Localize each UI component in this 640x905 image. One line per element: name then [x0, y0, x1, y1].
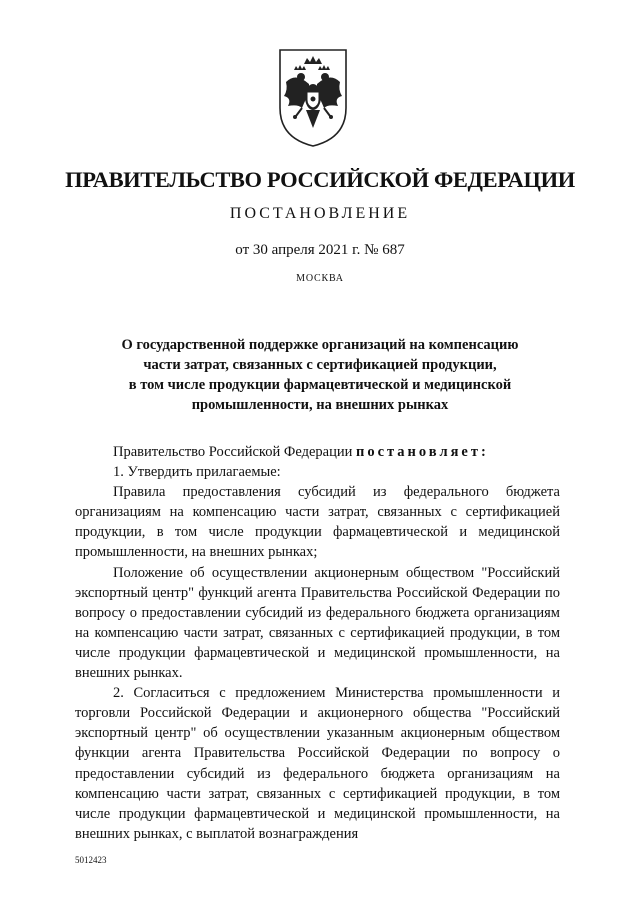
- document-heading: [60, 335, 580, 415]
- heading-line: части затрат, связанных с сертификацией продукции,: [143, 357, 497, 373]
- document-city: МОСКВА: [296, 273, 344, 284]
- intro-paragraph: [75, 442, 560, 462]
- government-title: ПРАВИТЕЛЬСТВО РОССИЙСКОЙ ФЕДЕРАЦИИ: [65, 167, 575, 192]
- regulation-paragraph: Положение об осуществлении акционерным обществом "Российский экспортный центр" функций агента Правительства Российской Федерации по вопросу о предоставлении субсидий из федерального бюджета организациям на компенсацию части затрат, связанных с сертификацией продукции, в том числе продукции фармацевтической и медицинской промышленности, на внешних рынках.: [75, 564, 560, 682]
- document-body: [75, 442, 560, 844]
- item-1: 1. Утвердить прилагаемые:: [113, 464, 281, 481]
- item-2: 2. Согласиться с предложением Министерства промышленности и торговли Российской Федерации и акционерного общества "Российский экспортный центр" об осуществлении указанным акционерным обществом функции агента Правительства Российской Федерации по вопросу о предоставлении субсидий из федерального бюджета организациям на компенсацию части затрат, связанных с сертификацией продукции, в том числе продукции фармацевтической и медицинской промышленности, на внешних рынках, с выплатой вознаграждения: [75, 685, 560, 842]
- heading-line: промышленности, на внешних рынках: [191, 397, 449, 413]
- heading-line: в том числе продукции фармацевтической и медицинской: [128, 377, 512, 393]
- heading-line: О государственной поддержке организаций на компенсацию: [121, 337, 519, 353]
- intro-text: Правительство Российской Федерации: [113, 444, 356, 460]
- coat-of-arms-icon: [268, 42, 358, 152]
- rules-paragraph: Правила предоставления субсидий из федерального бюджета организациям на компенсацию части затрат, связанных с сертификацией продукции, в том числе продукции фармацевтической и медицинской промышленности, на внешних рынках;: [75, 484, 560, 561]
- document-type: ПОСТАНОВЛЕНИЕ: [229, 205, 411, 222]
- decree-verb: постановляет:: [355, 444, 489, 460]
- document-date-number: от 30 апреля 2021 г. № 687: [235, 242, 405, 258]
- footer-document-code: 5012423: [75, 855, 107, 865]
